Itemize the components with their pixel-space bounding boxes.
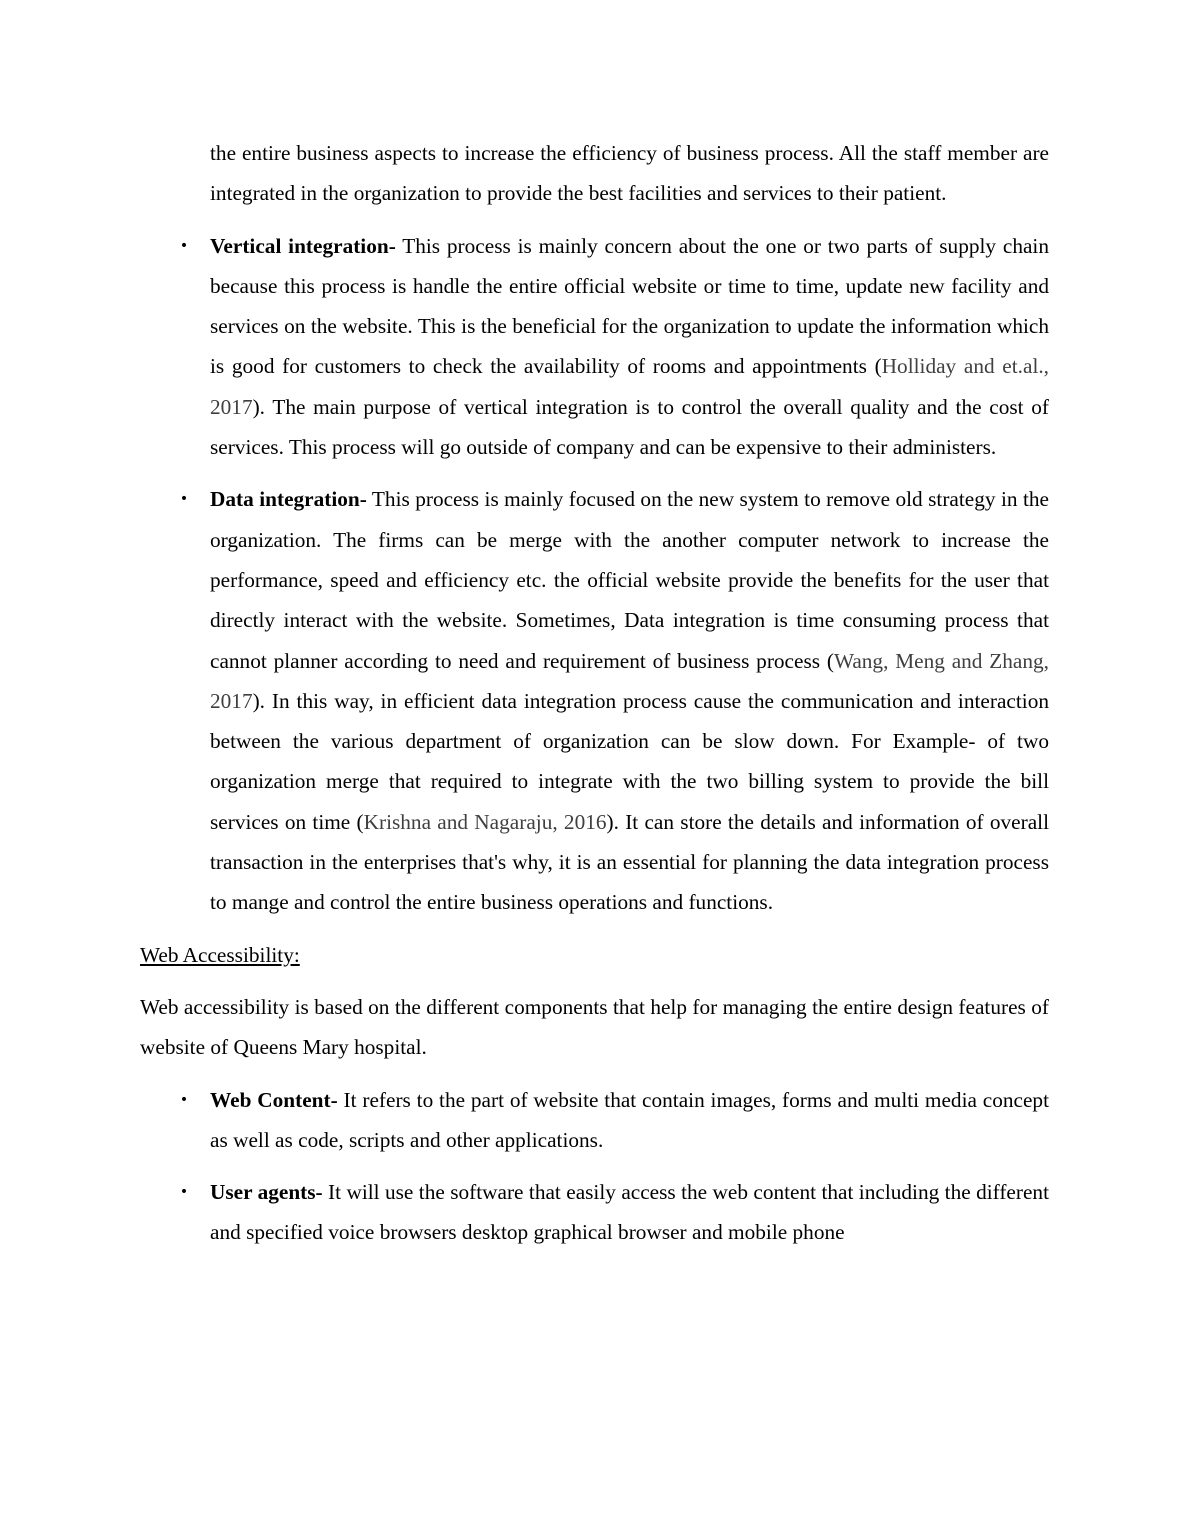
bullet-icon: • [179,491,189,508]
bullet-title: Vertical integration- [210,233,396,258]
bullet-user-agents [179,1172,1049,1253]
citation: Krishna and Nagaraju, 2016 [363,809,607,834]
continuation-paragraph: the entire business aspects to increase the efficiency of business process. All the staff member are integrated in the organization to provide the best facilities and services to their patient. [210,141,1049,206]
bullet-body-middle: ). In this way, in efficient data integration process cause the communication and interaction between the various department of organization can be slow down. For Example- of two organization merge that required to integrate with the two billing system to provide the bill services on time ( [210,688,1049,834]
section-heading: Web Accessibility: [140,942,300,967]
bullet-body-continued: ). The main purpose of vertical integration is to control the overall quality and the cost of services. This process will go outside of company and can be expensive to their administers. [210,394,1049,460]
bullet-vertical-integration [179,226,1050,468]
bullet-body: This process is mainly focused on the new system to remove old strategy in the organization. The firms can be merge with the another computer network to increase the performance, speed and efficiency etc. the official website provide the benefits for the user that directly interact with the website. Sometimes, Data integration is time consuming process that cannot planner according to need and requirement of business process ( [210,487,1049,673]
bullet-body: It will use the software that easily access the web content that including the different and specified voice browsers desktop graphical browser and mobile phone [210,1180,1049,1245]
bullet-text [210,226,1049,468]
bullet-title: User agents- [210,1180,323,1205]
bullet-data-integration [179,479,1049,922]
bullet-text [210,1172,1049,1253]
bullet-icon: • [179,1091,189,1108]
bullet-text [210,479,1049,922]
bullet-body: It refers to the part of website that contain images, forms and multi media concept as well as code, scripts and other applications. [210,1087,1049,1152]
bullet-text [210,1080,1049,1161]
bullet-title: Data integration- [210,487,367,512]
citation: Holliday and et.al., 2017 [210,354,1050,419]
section-intro: Web accessibility is based on the different components that help for managing the entire design features of website of Queens Mary hospital. [140,994,1049,1060]
citation: Wang, Meng and Zhang, 2017 [210,648,1049,713]
bullet-title: Web Content- [210,1087,338,1112]
bullet-icon: • [179,1184,189,1201]
bullet-body-continued: ). It can store the details and information of overall transaction in the enterprises that's why, it is an essential for planning the data integration process to mange and control the entire business operations and functions. [210,809,1049,915]
bullet-icon: • [179,237,189,254]
bullet-web-content [179,1080,1049,1161]
bullet-body: This process is mainly concern about the one or two parts of supply chain because this process is handle the entire official website or time to time, update new facility and services on the website. This is the beneficial for the organization to update the information which is good for customers to check the availability of rooms and appointments ( [210,233,1049,379]
document-page [140,133,1049,1253]
